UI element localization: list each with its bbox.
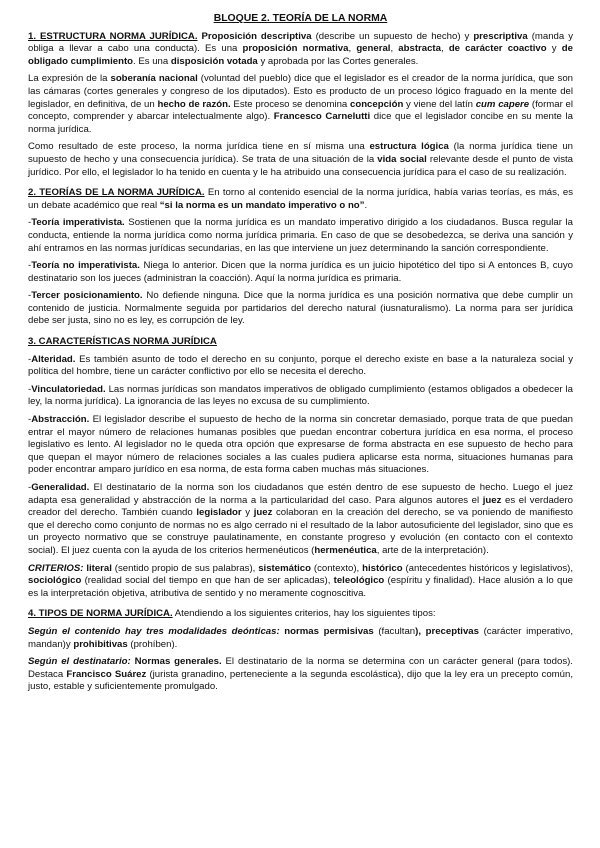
s4-p2: Según el contenido hay tres modalidades deónticas: normas permisivas (facultan), preceptivas (carácter imperativo, mandan)y prohibitivas (prohíben). xyxy=(28,625,573,650)
s2-p1: 2. TEORÍAS DE LA NORMA JURÍDICA. En torno al contenido esencial de la norma jurídica, había varias teorías, es más, es un debate académico que real “si la norma es un mandato imperativo o no”. xyxy=(28,187,573,211)
s4-p1: 4. TIPOS DE NORMA JURÍDICA. Atendiendo a los siguientes criterios, hay los siguientes tipos: xyxy=(28,608,436,620)
s3-p5: CRITERIOS: literal (sentido propio de sus palabras), sistemático (contexto), histórico (antecedentes históricos y legislativos), sociológico (realidad social del tiempo en que han de ser aplicadas), teleológico (espíritu y finalidad). Hace alusión a lo que es la interpretación objetiva, atributiva de sentido y no meramente cognoscitiva. xyxy=(28,562,573,599)
s2-p3: -Teoría no imperativista. Niega lo anterior. Dicen que la norma jurídica es un juicio hipotético del tipo si A entonces B, cuyo destinatario son los jueces (administran la coacción). Aquí la norma jurídica es primaria. xyxy=(28,260,573,284)
s2-heading: 2. TEORÍAS DE LA NORMA JURÍDICA. xyxy=(28,187,205,199)
s4-heading: 4. TIPOS DE NORMA JURÍDICA. xyxy=(28,608,173,620)
s1-heading: 1. ESTRUCTURA NORMA JURÍDICA. xyxy=(28,30,198,42)
s2-p2: -Teoría imperativista. Sostienen que la norma jurídica es un mandato imperativo dirigido a los ciudadanos. Busca regular la conducta, entiende la norma jurídica como norma jurídica primaria. En caso de que se desobedezca, se deriva una sanción y ahí entramos en las normas jurídicas secundarias, en las que interviene un juez determinando la sanción correspondiente. xyxy=(28,217,573,254)
s3-heading: 3. CARACTERÍSTICAS NORMA JURÍDICA xyxy=(28,336,217,348)
s3-p1: -Alteridad. Es también asunto de todo el derecho en su conjunto, porque el derecho existe en base a la naturaleza social y política del hombre, tiene un carácter conflictivo por ello se necesita el derecho. xyxy=(28,353,573,378)
s1-p1: 1. ESTRUCTURA NORMA JURÍDICA. Proposición descriptiva (describe un supuesto de hecho) y prescriptiva (manda y obliga a llevar a cabo una conducta). Es una proposición normativa, general, abstracta, de carácter coactivo y de obligado cumplimiento. Es una disposición votada y aprobada por las Cortes generales. xyxy=(28,30,573,67)
s3-p2: -Vinculatoriedad. Las normas jurídicas son mandatos imperativos de obligado cumplimiento (estamos obligados a obedecer la ley, la norma jurídica). La ignorancia de las leyes no excusa de su cumplimiento. xyxy=(28,383,573,408)
s4-p3: Según el destinatario: Normas generales. El destinatario de la norma se determina con un carácter general (para todos). Destaca Francisco Suárez (jurista granadino, perteneciente a la segunda escolástica), dijo que la ley era un precepto común, justo, estable y suficientemente promulgado. xyxy=(28,656,573,693)
s1-p3: Como resultado de este proceso, la norma jurídica tiene en sí misma una estructura lógica (la norma jurídica tiene un supuesto de hecho y una consecuencia jurídica). Se trata de una situación de la vida social relevante desde el punto de vista jurídico. Por ello, el legislador lo ha tenido en cuenta y le ha atribuido una consecuencia jurídica para el caso de su realización. xyxy=(28,141,574,178)
s2-p4: -Tercer posicionamiento. No defiende ninguna. Dice que la norma jurídica es una posición normativa que debe cumplir un contenido de justicia. Normalmente seguida por partidarios del derecho natural (iusnaturalismo). La norma para ser jurídica debe ser justa, sino no es ley, es corrupción de ley. xyxy=(28,290,573,327)
s3-heading-line xyxy=(28,336,573,349)
s3-p3: -Abstracción. El legislador describe el supuesto de hecho de la norma sin concretar demasiado, porque trata de que puedan entrar el mayor número de relaciones humanas posibles que puedan encontrar cobertura jurídica en esa norma, el proceso legislativo es lento. Al legislador no le queda otra opción que expresarse de forma abstracta en ese supuesto de hecho para que quepan el mayor número de relaciones sociales a las cuales pudiera aplicarse esta norma, situaciones humanas para poder encontrar amparo jurídico en esa norma, de esta forma caben muchas más situaciones. xyxy=(28,414,573,476)
document-title: BLOQUE 2. TEORÍA DE LA NORMA xyxy=(213,13,388,24)
s1-p2: La expresión de la soberanía nacional (voluntad del pueblo) dice que el legislador es el creador de la norma jurídica, que son las cámaras (cortes generales y congreso de los diputados). Esto es producto de un proceso lógico fraguado en la mente del legislador, en definitiva, de un hecho de razón. Este proceso se denomina concepción y viene del latín cum capere (formar el concepto, comprender y abarcar intelectualmente algo). Francesco Carnelutti dice que el legislador concibe en su mente la norma jurídica. xyxy=(28,73,574,135)
s3-p4: -Generalidad. El destinatario de la norma son los ciudadanos que estén dentro de ese supuesto de hecho. Luego el juez adapta esa generalidad y abstracción de la norma a la particularidad del caso. Para algunos autores el juez es el verdadero creador del derecho. También cuando legislador y juez colaboran en la creación del derecho, se va poniendo de manifiesto que el derecho como conjunto de normas no es algo cerrado ni el resultado de la labor autosuficiente del legislador, sino que es un proyecto normativo que se construye paulatinamente, en constante progreso y evolución (en contacto con el contexto social). El juez cuenta con la ayuda de los criterios hermenéuticos (hermenéutica, arte de la interpretación). xyxy=(28,482,573,556)
